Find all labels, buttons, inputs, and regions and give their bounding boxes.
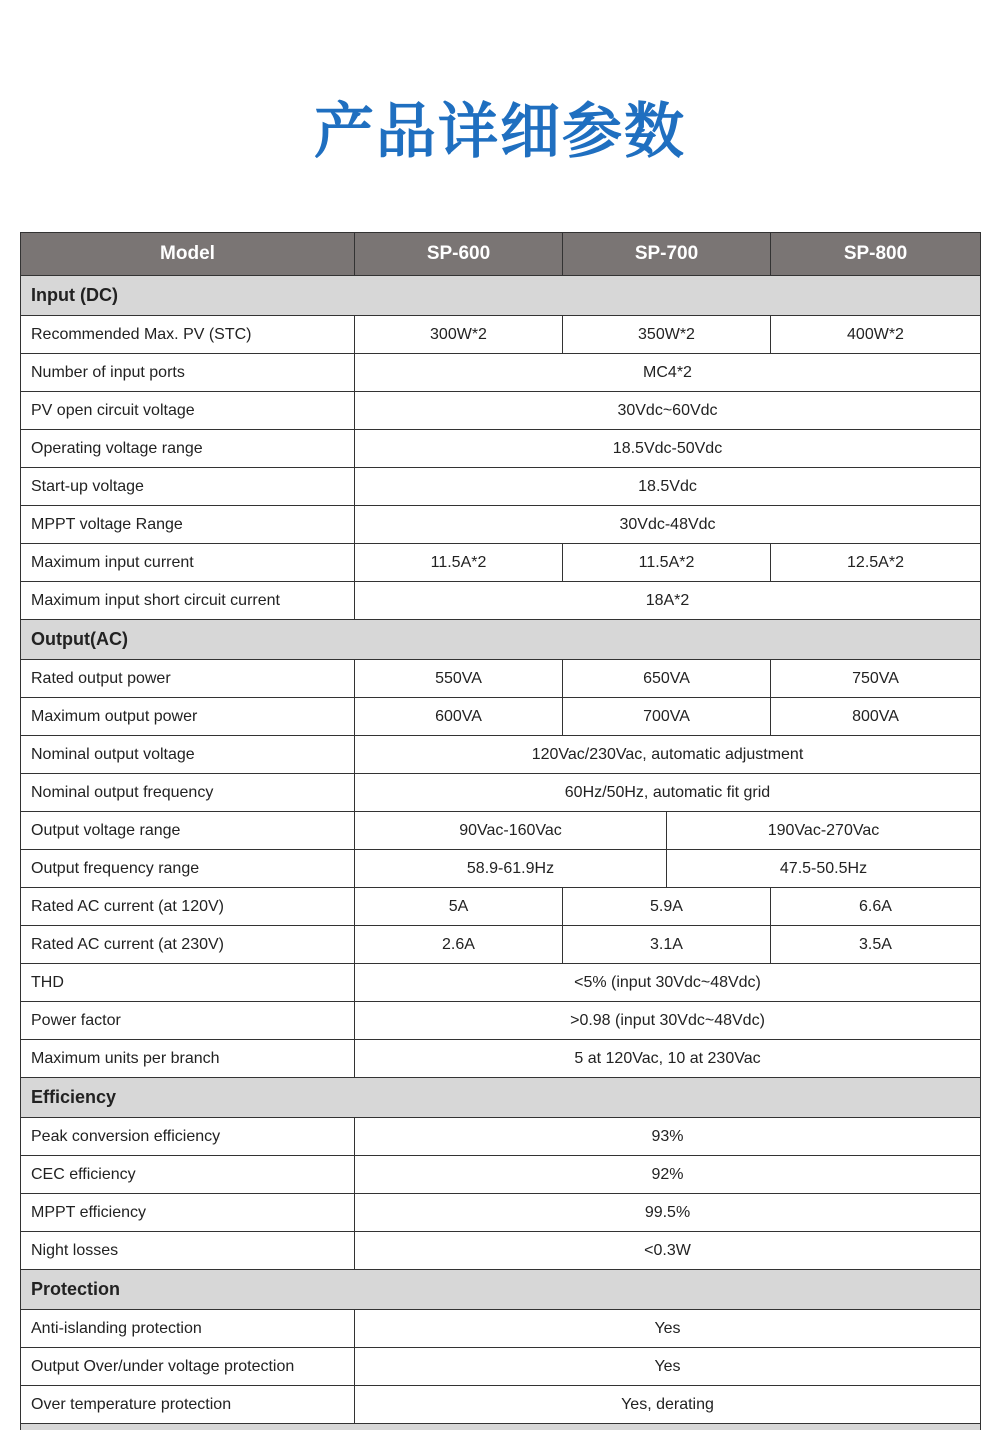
table-row xyxy=(21,850,981,888)
row-label: Number of input ports xyxy=(21,354,355,392)
next-section-cell xyxy=(21,1424,981,1431)
row-label: Operating voltage range xyxy=(21,430,355,468)
row-value: Yes, derating xyxy=(355,1386,981,1424)
table-row xyxy=(21,468,981,506)
row-value: 47.5-50.5Hz xyxy=(667,850,981,888)
page-title: 产品详细参数 xyxy=(314,97,686,167)
row-value: Yes xyxy=(355,1348,981,1386)
section-row xyxy=(21,276,981,316)
row-value: 3.5A xyxy=(771,926,981,964)
table-row xyxy=(21,1232,981,1270)
row-label: Rated output power xyxy=(21,660,355,698)
row-label: Maximum units per branch xyxy=(21,1040,355,1078)
header-sp-700: SP-700 xyxy=(563,233,771,276)
row-value: >0.98 (input 30Vdc~48Vdc) xyxy=(355,1002,981,1040)
table-row xyxy=(21,660,981,698)
table-row xyxy=(21,736,981,774)
row-label: Output frequency range xyxy=(21,850,355,888)
table-row xyxy=(21,1194,981,1232)
row-value: 18A*2 xyxy=(355,582,981,620)
row-label: Night losses xyxy=(21,1232,355,1270)
section-title: Output(AC) xyxy=(21,620,981,660)
row-value: 6.6A xyxy=(771,888,981,926)
table-row xyxy=(21,1348,981,1386)
row-value: 30Vdc-48Vdc xyxy=(355,506,981,544)
section-title: Input (DC) xyxy=(21,276,981,316)
row-value: 550VA xyxy=(355,660,563,698)
section-title: Protection xyxy=(21,1270,981,1310)
header-row xyxy=(21,233,981,276)
table-row xyxy=(21,354,981,392)
row-value: 190Vac-270Vac xyxy=(667,812,981,850)
row-label: Output Over/under voltage protection xyxy=(21,1348,355,1386)
next-section-row xyxy=(21,1424,981,1431)
row-value: 120Vac/230Vac, automatic adjustment xyxy=(355,736,981,774)
row-label: Nominal output voltage xyxy=(21,736,355,774)
row-label: Power factor xyxy=(21,1002,355,1040)
table-row xyxy=(21,888,981,926)
row-value: 93% xyxy=(355,1118,981,1156)
row-label: Maximum input current xyxy=(21,544,355,582)
row-value: 11.5A*2 xyxy=(563,544,771,582)
spec-table-body xyxy=(21,276,981,1431)
row-label: Anti-islanding protection xyxy=(21,1310,355,1348)
row-label: Rated AC current (at 120V) xyxy=(21,888,355,926)
row-value: 5.9A xyxy=(563,888,771,926)
table-row xyxy=(21,430,981,468)
spec-table xyxy=(20,232,981,1430)
row-value: 800VA xyxy=(771,698,981,736)
table-row xyxy=(21,698,981,736)
table-row xyxy=(21,1156,981,1194)
section-row xyxy=(21,620,981,660)
row-value: MC4*2 xyxy=(355,354,981,392)
table-row xyxy=(21,1002,981,1040)
table-row xyxy=(21,926,981,964)
row-value: 600VA xyxy=(355,698,563,736)
row-value: 90Vac-160Vac xyxy=(355,812,667,850)
row-label: Maximum output power xyxy=(21,698,355,736)
table-row xyxy=(21,506,981,544)
header-model: Model xyxy=(21,233,355,276)
row-value: 99.5% xyxy=(355,1194,981,1232)
row-label: THD xyxy=(21,964,355,1002)
table-row xyxy=(21,1386,981,1424)
row-value: 400W*2 xyxy=(771,316,981,354)
row-value: Yes xyxy=(355,1310,981,1348)
row-value: <5% (input 30Vdc~48Vdc) xyxy=(355,964,981,1002)
row-value: 350W*2 xyxy=(563,316,771,354)
table-row xyxy=(21,964,981,1002)
row-value: 5A xyxy=(355,888,563,926)
row-value: 3.1A xyxy=(563,926,771,964)
row-label: MPPT voltage Range xyxy=(21,506,355,544)
row-value: 5 at 120Vac, 10 at 230Vac xyxy=(355,1040,981,1078)
section-row xyxy=(21,1078,981,1118)
row-label: Start-up voltage xyxy=(21,468,355,506)
row-value: 60Hz/50Hz, automatic fit grid xyxy=(355,774,981,812)
table-row xyxy=(21,544,981,582)
table-row xyxy=(21,1310,981,1348)
table-row xyxy=(21,774,981,812)
row-value: 2.6A xyxy=(355,926,563,964)
row-label: Over temperature protection xyxy=(21,1386,355,1424)
row-label: Peak conversion efficiency xyxy=(21,1118,355,1156)
row-label: Output voltage range xyxy=(21,812,355,850)
table-row xyxy=(21,1118,981,1156)
row-label: CEC efficiency xyxy=(21,1156,355,1194)
section-row xyxy=(21,1270,981,1310)
row-value: 750VA xyxy=(771,660,981,698)
row-value: 300W*2 xyxy=(355,316,563,354)
row-value: 92% xyxy=(355,1156,981,1194)
row-value: 12.5A*2 xyxy=(771,544,981,582)
table-row xyxy=(21,1040,981,1078)
row-label: PV open circuit voltage xyxy=(21,392,355,430)
row-value: 58.9-61.9Hz xyxy=(355,850,667,888)
table-row xyxy=(21,812,981,850)
row-value: 650VA xyxy=(563,660,771,698)
table-row xyxy=(21,316,981,354)
table-row xyxy=(21,582,981,620)
row-label: Nominal output frequency xyxy=(21,774,355,812)
row-value: 11.5A*2 xyxy=(355,544,563,582)
header-sp-800: SP-800 xyxy=(771,233,981,276)
row-value: 700VA xyxy=(563,698,771,736)
row-label: Rated AC current (at 230V) xyxy=(21,926,355,964)
row-label: Recommended Max. PV (STC) xyxy=(21,316,355,354)
row-value: 18.5Vdc-50Vdc xyxy=(355,430,981,468)
table-row xyxy=(21,392,981,430)
row-value: 30Vdc~60Vdc xyxy=(355,392,981,430)
row-label: Maximum input short circuit current xyxy=(21,582,355,620)
row-value: 18.5Vdc xyxy=(355,468,981,506)
row-label: MPPT efficiency xyxy=(21,1194,355,1232)
row-value: <0.3W xyxy=(355,1232,981,1270)
header-sp-600: SP-600 xyxy=(355,233,563,276)
section-title: Efficiency xyxy=(21,1078,981,1118)
